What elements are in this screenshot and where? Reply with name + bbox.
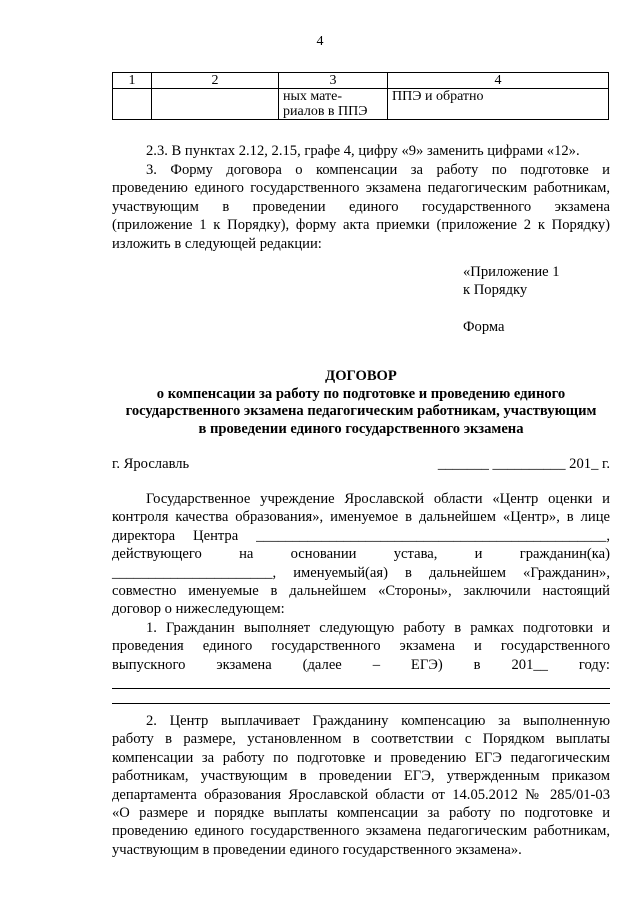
blank-line — [112, 689, 610, 704]
title-main: ДОГОВОР — [325, 368, 397, 384]
table-header-cell: 1 — [113, 73, 152, 89]
table-header-row — [113, 73, 609, 89]
table-row — [113, 89, 609, 120]
table-header-cell: 3 — [279, 73, 388, 89]
text-line: Государственное учреждение Ярославской области «Центр оценки и — [146, 491, 610, 507]
blank-line — [112, 674, 610, 689]
contract-title — [112, 368, 610, 438]
text-line: изложить в следующей редакции: — [112, 235, 322, 252]
text-line: ______________________, именуемый(ая) в дальнейшем «Гражданин», — [112, 564, 610, 581]
appendix-line: «Приложение 1 — [463, 264, 560, 280]
contract-date: _______ __________ 201_ г. — [437, 456, 610, 472]
text-line: работу в размере, установленном в соответствии с Порядком выплаты — [112, 731, 610, 748]
appendix-note — [463, 263, 560, 336]
text-line: «О размере и порядке выплаты компенсации за работу по подготовке и — [112, 805, 610, 822]
table-header-cell: 2 — [152, 73, 279, 89]
text-line: договор о нижеследующем: — [112, 601, 285, 618]
text-line: проведения единого государственного экзамена и государственного — [112, 638, 610, 655]
text-line: совместно именуемые в дальнейшем «Стороны», заключили настоящий — [112, 583, 610, 600]
form-label: Форма — [463, 318, 505, 335]
text-line: 1. Гражданин выполняет следующую работу в рамках подготовки и — [146, 620, 610, 636]
text-line: участвующим в проведении единого государственного экзамена — [112, 198, 610, 215]
text-line: участвующим в проведении единого государственного экзамена». — [112, 841, 522, 858]
text-line: действующего на основании устава, и гражданин(ка) — [112, 546, 610, 563]
title-sub: о компенсации за работу по подготовке и проведению единого — [156, 385, 566, 402]
text-line: контроля качества образования», именуемое в дальнейшем «Центр», в лице — [112, 509, 610, 526]
text-line: (приложение 1 к Порядку), форму акта приемки (приложение 2 к Порядку) — [112, 217, 610, 234]
clause-2 — [112, 712, 610, 859]
text-line: 3. Форму договора о компенсации за работу по подготовке и — [146, 162, 610, 178]
text-line: проведению единого государственного экзамена педагогическим работникам, — [112, 180, 610, 197]
appendix-line: к Порядку — [463, 282, 528, 299]
title-sub: государственного экзамена педагогическим работникам, участвующим — [125, 403, 597, 419]
table-cell — [152, 89, 279, 120]
preamble — [112, 490, 610, 619]
continuation-table — [112, 72, 609, 120]
text-line: компенсации за работу по подготовке и проведению ЕГЭ педагогическим — [112, 749, 610, 766]
title-sub: в проведении единого государственного экзамена — [198, 420, 524, 437]
clause-1 — [112, 619, 610, 704]
text-line: директора Центра ________________________________________________, — [112, 527, 610, 544]
table-cell: ных мате- риалов в ППЭ — [279, 89, 388, 120]
paragraph-2-3: 2.3. В пунктах 2.12, 2.15, графе 4, цифру «9» заменить цифрами «12». — [146, 143, 580, 159]
table-cell: ППЭ и обратно — [388, 89, 609, 120]
table-header-cell: 4 — [388, 73, 609, 89]
text-line: 2. Центр выплачивает Гражданину компенсацию за выполненную — [146, 713, 610, 729]
place-date-line — [112, 455, 610, 473]
page-number: 4 — [316, 34, 324, 49]
paragraph-3 — [112, 161, 610, 253]
text-line: департамента образования Ярославской области от 14.05.2012 № 285/01-03 — [112, 786, 610, 803]
city: г. Ярославль — [112, 456, 190, 472]
text-line: работникам, участвующим в проведении ЕГЭ, утвержденным приказом — [112, 768, 610, 785]
table-cell — [113, 89, 152, 120]
text-line: проведению единого государственного экзамена педагогическим работникам, — [112, 823, 610, 840]
text-line: выпускного экзамена (далее – ЕГЭ) в 201__ году: — [112, 656, 610, 673]
